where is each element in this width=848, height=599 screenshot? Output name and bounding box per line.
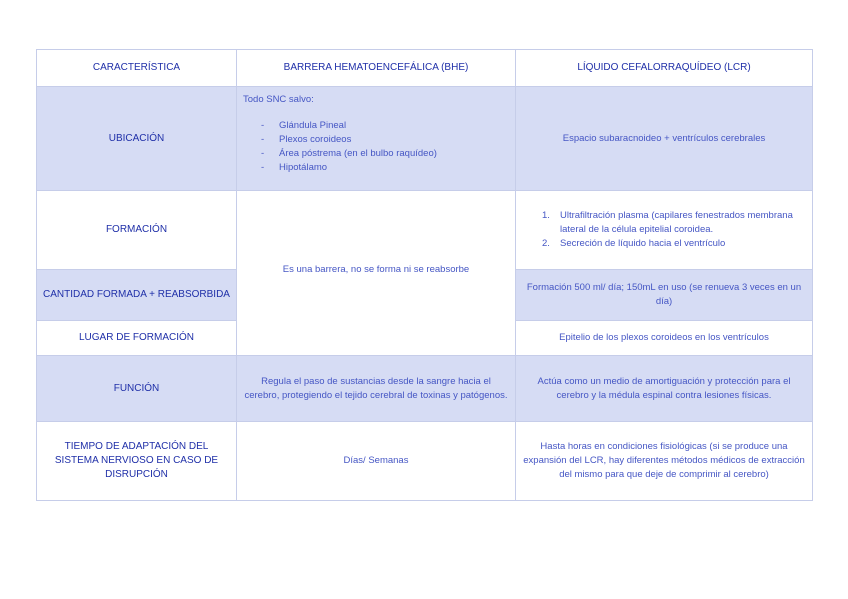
row-label-funcion: FUNCIÓN	[37, 356, 237, 422]
list-item	[542, 209, 806, 237]
formacion-lcr-list	[538, 209, 806, 251]
row-label-formacion: FORMACIÓN	[37, 191, 237, 270]
tiempo-bhe-cell: Días/ Semanas	[237, 422, 516, 501]
ubicacion-bhe-intro: Todo SNC salvo:	[243, 94, 314, 105]
ubicacion-bhe-list	[243, 119, 509, 175]
merged-bhe-text: Es una barrera, no se forma ni se reabsorbe	[282, 264, 470, 275]
list-text: Secreción de líquido hacia el ventrículo	[560, 238, 726, 249]
row-formacion	[37, 191, 813, 270]
formacion-lcr-cell	[516, 191, 813, 270]
funcion-bhe-cell: Regula el paso de sustancias desde la sangre hacia el cerebro, protegiendo el tejido cerebral de toxinas y patógenos.	[237, 356, 516, 422]
row-tiempo	[37, 422, 813, 501]
lugar-lcr-cell: Epitelio de los plexos coroideos en los ventrículos	[516, 321, 813, 356]
table-header-row	[37, 50, 813, 87]
row-label-tiempo: TIEMPO DE ADAPTACIÓN DEL SISTEMA NERVIOSO EN CASO DE DISRUPCIÓN	[37, 422, 237, 501]
list-number: 2.	[542, 238, 550, 249]
row-funcion	[37, 356, 813, 422]
list-item: - Área póstrema (en el bulbo raquídeo)	[261, 147, 509, 161]
merged-bhe-cell	[237, 191, 516, 356]
list-item: - Hipotálamo	[261, 161, 509, 175]
header-lcr: LÍQUIDO CEFALORRAQUÍDEO (LCR)	[516, 50, 813, 87]
ubicacion-lcr-cell: Espacio subaracnoideo + ventrículos cerebrales	[516, 87, 813, 191]
funcion-lcr-cell: Actúa como un medio de amortiguación y protección para el cerebro y la médula espinal contra lesiones físicas.	[516, 356, 813, 422]
row-label-ubicacion: UBICACIÓN	[37, 87, 237, 191]
list-item	[542, 237, 806, 251]
tiempo-lcr-cell: Hasta horas en condiciones fisiológicas (si se produce una expansión del LCR, hay diferentes métodos médicos de extracción del mismo para que deje de comprimir al cerebro)	[516, 422, 813, 501]
list-text: Ultrafiltración plasma (capilares fenestrados membrana lateral de la célula epitelial coroidea.	[560, 210, 793, 235]
header-bhe: BARRERA HEMATOENCEFÁLICA (BHE)	[237, 50, 516, 87]
list-item: - Glándula Pineal	[261, 119, 509, 133]
list-number: 1.	[542, 210, 550, 221]
ubicacion-bhe-cell	[237, 87, 516, 191]
cantidad-lcr-cell: Formación 500 ml/ día; 150mL en uso (se renueva 3 veces en un día)	[516, 270, 813, 321]
header-caracteristica: CARACTERÍSTICA	[37, 50, 237, 87]
row-label-lugar: LUGAR DE FORMACIÓN	[37, 321, 237, 356]
row-label-cantidad: CANTIDAD FORMADA + REABSORBIDA	[37, 270, 237, 321]
list-item: - Plexos coroideos	[261, 133, 509, 147]
row-ubicacion	[37, 87, 813, 191]
comparison-table	[36, 49, 813, 501]
